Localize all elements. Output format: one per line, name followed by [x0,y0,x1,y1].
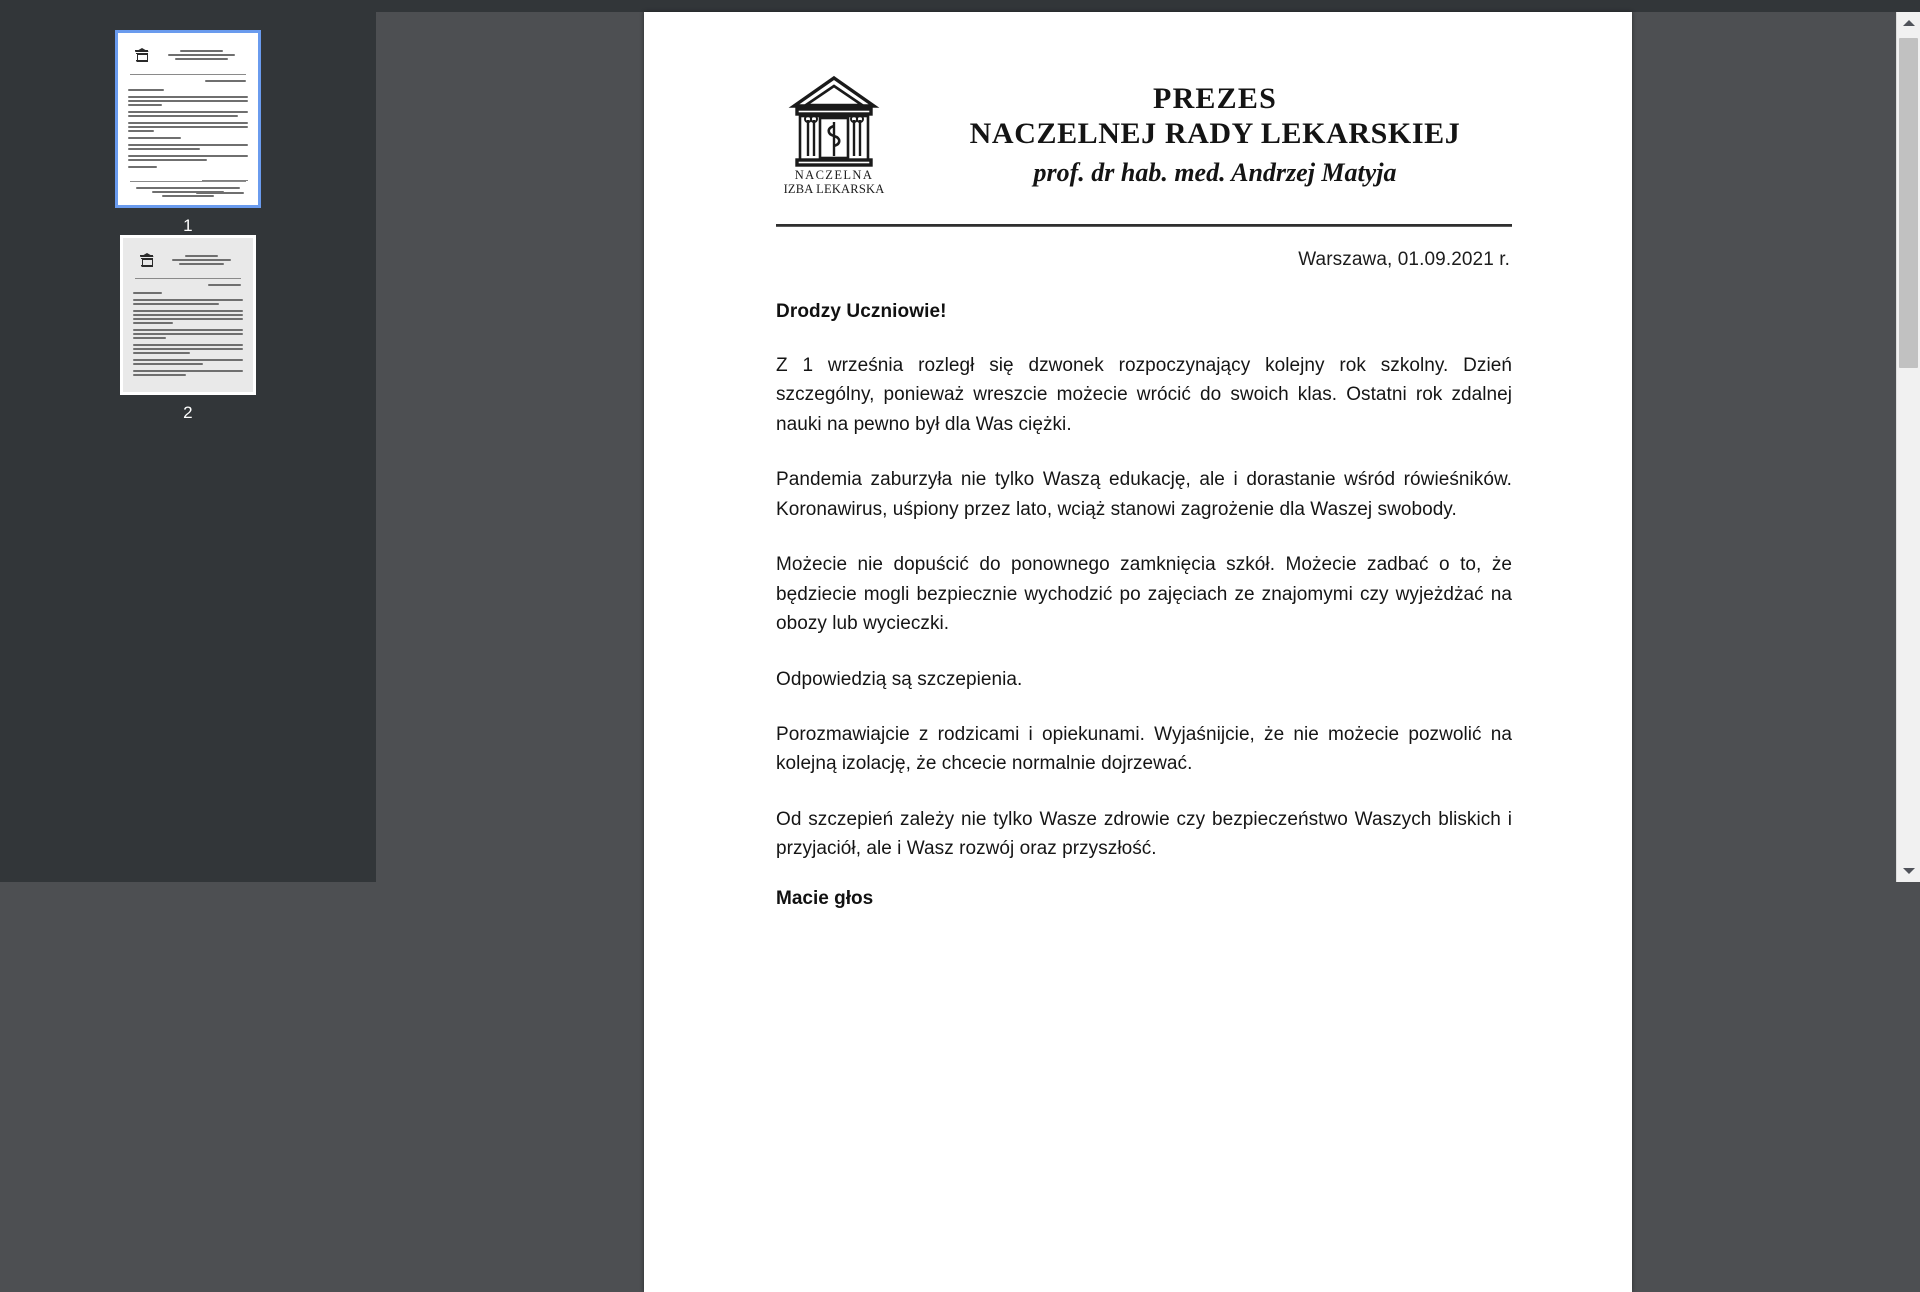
salutation: Drodzy Uczniowie! [776,301,947,322]
scroll-down-button[interactable] [1897,860,1920,882]
letterhead-titles [928,82,1502,188]
svg-text:IZBA LEKARSKA: IZBA LEKARSKA [783,182,885,196]
paragraph: Z 1 września rozległ się dzwonek rozpoczynający kolejny rok szkolny. Dzień szczególny, ponieważ wreszcie możecie wrócić do swoich klas. Ostatni rok zdalnej nauki na pewno był dla Was ciężki. [776,355,1512,435]
thumbnail-item-2[interactable] [0,235,376,421]
subheading: Macie głos [776,887,874,909]
vertical-scrollbar[interactable] [1896,12,1920,882]
scroll-up-arrow-icon [1903,20,1915,26]
paragraph: Pandemia zaburzyła nie tylko Waszą edukację, ale i dorastanie wśród rówieśników. Koronawirus, uśpiony przez lato, wciąż stanowi zagrożenie dla Waszej swobody. [776,469,1512,520]
document-viewer[interactable] [376,12,1896,909]
letterhead-title-prezes: PREZES [1153,82,1277,116]
scrollbar-thumb[interactable] [1899,38,1918,368]
paragraph: Możecie nie dopuścić do ponownego zamknięcia szkół. Możecie zadbać o to, że będziecie mogli bezpiecznie wychodzić po zajęciach ze znajomymi czy wyjeżdżać na obozy lub wycieczki. [776,554,1512,635]
svg-text:NACZELNA: NACZELNA [794,168,874,182]
thumbnail-item-1[interactable] [0,30,376,234]
letterhead-title-name: prof. dr hab. med. Andrzej Matyja [1033,157,1397,187]
scroll-down-arrow-icon [1903,868,1915,874]
letterhead-divider [776,224,1512,227]
thumbnail-preview-1 [118,33,258,205]
page-thumbnail-sidebar[interactable] [0,12,376,882]
window-top-strip [0,0,1920,12]
thumbnail-label-2: 2 [183,403,193,422]
page-thumbnail-1[interactable] [115,30,261,208]
naczelna-izba-lekarska-crest-icon [783,72,885,198]
date-line: Warszawa, 01.09.2021 r. [1298,249,1510,270]
document-page-1 [644,12,1632,1292]
scroll-up-button[interactable] [1897,12,1920,34]
paragraph: Porozmawiajcie z rodzicami i opiekunami. Wyjaśnijcie, że nie możecie pozwolić na kolejną izolację, że chcecie normalnie dojrzewać. [776,723,1512,775]
crest-icon [139,253,154,270]
page-thumbnail-2[interactable] [120,235,256,395]
crest-icon [134,48,149,65]
paragraph: Od szczepień zależy nie tylko Wasze zdrowie czy bezpieczeństwo Waszych bliskich i przyjaciół, ale i Wasz rozwój oraz przyszłość. [776,808,1512,860]
thumbnail-label-1: 1 [183,216,193,235]
thumbnail-preview-2 [123,238,253,392]
paragraph: Odpowiedzią są szczepienia. [776,668,1023,690]
letterhead-title-council: NACZELNEJ RADY LEKARSKIEJ [969,116,1461,150]
letterhead [776,72,1512,198]
